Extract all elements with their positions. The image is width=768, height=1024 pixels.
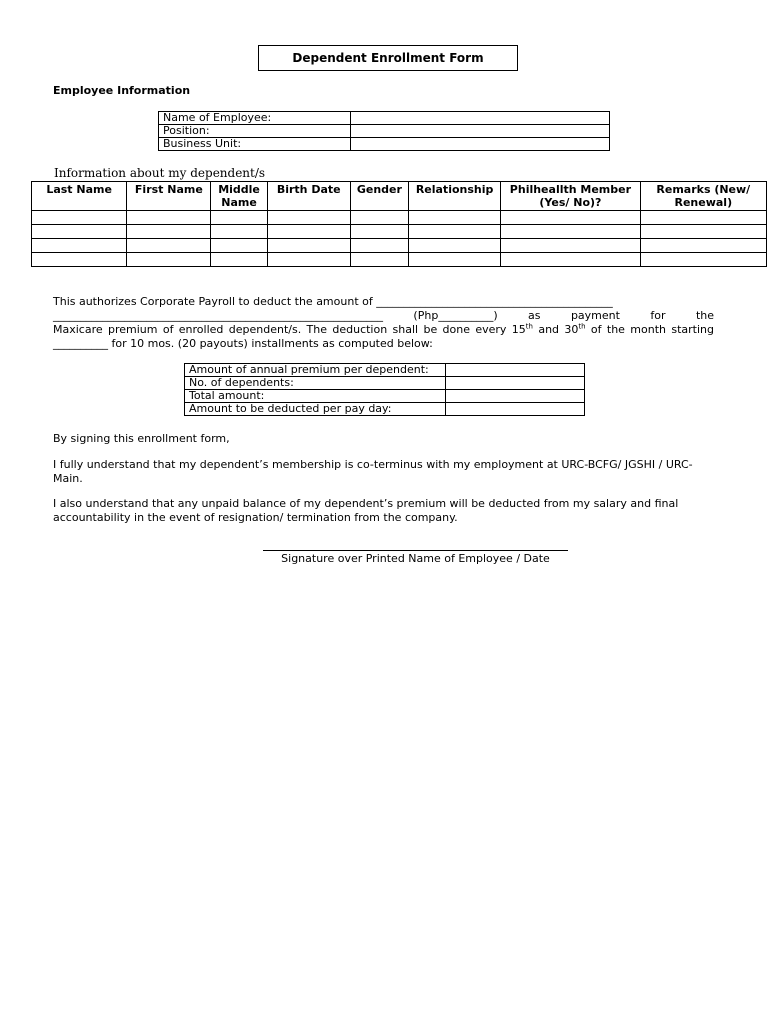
dependent-cell[interactable] bbox=[127, 225, 211, 239]
authorization-line bbox=[53, 323, 714, 337]
total-amount-label: Total amount: bbox=[185, 390, 446, 403]
dependents-count-label: No. of dependents: bbox=[185, 377, 446, 390]
authorization-line: ____________________________________________________________ (Php__________) as payment for the bbox=[53, 309, 714, 322]
dependent-cell[interactable] bbox=[32, 239, 127, 253]
dependent-cell[interactable] bbox=[32, 253, 127, 267]
dependent-cell[interactable] bbox=[350, 239, 408, 253]
authorization-text: of the month starting bbox=[585, 323, 714, 336]
authorization-text: and 30 bbox=[532, 323, 579, 336]
per-payday-field[interactable] bbox=[446, 403, 585, 416]
column-header: Middle Name bbox=[211, 182, 267, 211]
dependent-cell[interactable] bbox=[32, 225, 127, 239]
dependent-cell[interactable] bbox=[127, 253, 211, 267]
ordinal-suffix: th bbox=[525, 322, 533, 331]
dependent-cell[interactable] bbox=[350, 225, 408, 239]
annual-premium-field[interactable] bbox=[446, 364, 585, 377]
table-row bbox=[185, 364, 585, 377]
dependents-count-field[interactable] bbox=[446, 377, 585, 390]
position-field[interactable] bbox=[351, 125, 610, 138]
dependent-cell[interactable] bbox=[211, 253, 267, 267]
column-header: Remarks (New/ Renewal) bbox=[640, 182, 766, 211]
position-label: Position: bbox=[159, 125, 351, 138]
dependent-cell[interactable] bbox=[501, 211, 640, 225]
dependent-cell[interactable] bbox=[267, 239, 350, 253]
table-row bbox=[32, 211, 767, 225]
dependent-cell[interactable] bbox=[211, 211, 267, 225]
dependent-cell[interactable] bbox=[211, 225, 267, 239]
authorization-paragraph bbox=[53, 295, 714, 351]
dependent-cell[interactable] bbox=[267, 253, 350, 267]
dependents-table bbox=[31, 181, 767, 267]
business-unit-field[interactable] bbox=[351, 138, 610, 151]
signature-line[interactable] bbox=[263, 550, 568, 551]
dependent-cell[interactable] bbox=[408, 225, 500, 239]
dependent-cell[interactable] bbox=[640, 253, 766, 267]
unpaid-balance-statement: I also understand that any unpaid balance of my dependent’s premium will be deducted from my salary and final accountability in the event of resignation/ termination from the company. bbox=[53, 497, 679, 524]
dependent-cell[interactable] bbox=[350, 211, 408, 225]
business-unit-label: Business Unit: bbox=[159, 138, 351, 151]
dependent-cell[interactable] bbox=[211, 239, 267, 253]
dependents-header-row bbox=[32, 182, 767, 211]
dependent-cell[interactable] bbox=[127, 239, 211, 253]
dependents-caption: Information about my dependent/s bbox=[54, 166, 266, 180]
signature-label: Signature over Printed Name of Employee / Date bbox=[281, 552, 550, 565]
column-header: Philheallth Member (Yes/ No)? bbox=[501, 182, 640, 211]
signing-intro: By signing this enrollment form, bbox=[53, 432, 230, 445]
table-row bbox=[159, 125, 610, 138]
table-row bbox=[32, 239, 767, 253]
dependent-cell[interactable] bbox=[501, 225, 640, 239]
authorization-text: Maxicare premium of enrolled dependent/s. The deduction shall be done every 15 bbox=[53, 323, 526, 336]
dependent-cell[interactable] bbox=[501, 239, 640, 253]
column-header: Relationship bbox=[408, 182, 500, 211]
dependent-cell[interactable] bbox=[350, 253, 408, 267]
table-row bbox=[159, 112, 610, 125]
dependent-cell[interactable] bbox=[408, 239, 500, 253]
column-header: Birth Date bbox=[267, 182, 350, 211]
table-row bbox=[185, 390, 585, 403]
employee-name-label: Name of Employee: bbox=[159, 112, 351, 125]
annual-premium-label: Amount of annual premium per dependent: bbox=[185, 364, 446, 377]
employee-info-table bbox=[158, 111, 610, 151]
authorization-line: __________ for 10 mos. (20 payouts) installments as computed below: bbox=[53, 337, 433, 350]
dependent-cell[interactable] bbox=[127, 211, 211, 225]
ordinal-suffix: th bbox=[578, 322, 586, 331]
table-row bbox=[32, 253, 767, 267]
dependent-cell[interactable] bbox=[640, 239, 766, 253]
dependent-cell[interactable] bbox=[408, 211, 500, 225]
dependent-cell[interactable] bbox=[501, 253, 640, 267]
per-payday-label: Amount to be deducted per pay day: bbox=[185, 403, 446, 416]
column-header: Gender bbox=[350, 182, 408, 211]
table-row bbox=[185, 377, 585, 390]
membership-statement: I fully understand that my dependent’s membership is co-terminus with my employment at URC-BCFG/ JGSHI / URC-Main. bbox=[53, 458, 693, 485]
dependent-cell[interactable] bbox=[32, 211, 127, 225]
table-row bbox=[185, 403, 585, 416]
table-row bbox=[159, 138, 610, 151]
table-row bbox=[32, 225, 767, 239]
dependent-cell[interactable] bbox=[267, 225, 350, 239]
dependent-cell[interactable] bbox=[640, 211, 766, 225]
employee-name-field[interactable] bbox=[351, 112, 610, 125]
premium-computation-table bbox=[184, 363, 585, 416]
total-amount-field[interactable] bbox=[446, 390, 585, 403]
form-title: Dependent Enrollment Form bbox=[258, 45, 518, 71]
column-header: Last Name bbox=[32, 182, 127, 211]
column-header: First Name bbox=[127, 182, 211, 211]
authorization-line: This authorizes Corporate Payroll to deduct the amount of ___________________________________________ bbox=[53, 295, 613, 308]
dependent-cell[interactable] bbox=[267, 211, 350, 225]
dependent-cell[interactable] bbox=[640, 225, 766, 239]
employee-section-heading: Employee Information bbox=[53, 84, 191, 97]
dependent-cell[interactable] bbox=[408, 253, 500, 267]
